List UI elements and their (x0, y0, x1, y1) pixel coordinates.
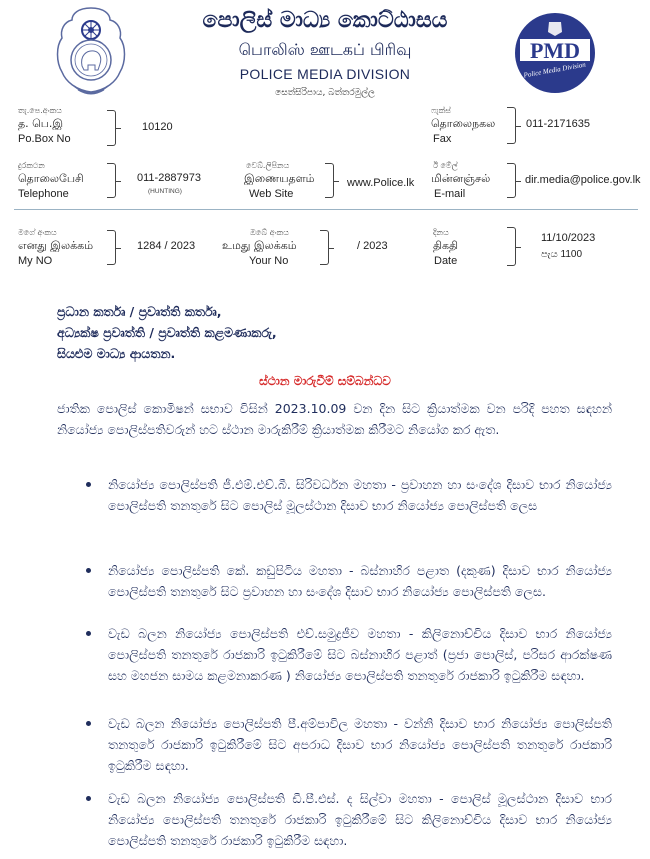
bullet-icon (86, 796, 91, 801)
list-item-text: නියෝජ්‍ය පොලිස්පති කේ. කඩුපිටිය මහතා - බස්නාහිර පළාත (දකුණ) දිසාව භාර නියෝජ්‍ය පොලිස්පති තනතුරේ සිට ප්‍රවාහන හා සංදේශ දිසාව භාර නියෝජ්‍ය පොලිස්පති ලෙස. (108, 563, 612, 599)
list-item-text: වැඩ බලන නියෝජ්‍ය පොලිස්පති පී.අම්පාවිල මහතා - වන්නි දිසාව භාර නියෝජ්‍ය පොලිස්පති තනතුරේ රාජකාරි ඉටුකිරීමේ සිට අපරාධ දිසාව භාර නියෝජ්‍ය පොලිස්පති තනතුරේ රාජකාරි ඉටුකිරීම සඳහා. (108, 716, 612, 773)
pobox-value: 10120 (142, 121, 173, 133)
intro-paragraph: ජාතික පොලිස් කොමිෂන් සභාව විසින් 2023.10.09 වන දින සිට ක්‍රියාත්මක වන පරිදි පහත සඳහන් නියෝජ්‍ය පොලිස්පතිවරුන් හට ස්ථාන මාරුකිරීම් ක්‍රියාත්මක කිරීමට නියෝග කර ඇත. (57, 401, 612, 437)
date-label-si: දිනය (433, 228, 449, 237)
pmd-logo-subtext: Police Media Division (522, 60, 587, 80)
title-tamil: பொலிஸ் ஊடகப் பிரிவு (238, 40, 412, 59)
telephone-label-si: දුරකථන (18, 161, 45, 170)
fax-label-en: Fax (433, 133, 452, 145)
my-no-value: 1284 / 2023 (137, 240, 196, 252)
telephone-label-en: Telephone (18, 188, 69, 200)
bullet-icon (86, 721, 91, 726)
my-no-label-ta: எனது இலக்கம் (18, 239, 94, 252)
your-no-value: / 2023 (357, 240, 388, 252)
website-label-si: වෙබ්.ලිපිනය (246, 161, 290, 170)
pobox-label-ta: த. பெ.இ (18, 117, 64, 130)
list-item (84, 474, 612, 516)
email-label-si: ඊ මේල් (433, 161, 458, 170)
website-value[interactable]: www.Police.lk (347, 177, 415, 189)
my-no-label-si: මගේ අංකය (18, 228, 57, 237)
telephone-hunting-note: (HUNTING) (148, 188, 182, 195)
your-no-label-si: ඔබේ අංකය (250, 228, 289, 237)
telephone-value: 011-2887973 (137, 172, 202, 184)
pobox-label-si: තැ.පෙ.අංකය (18, 106, 62, 115)
website-label-ta: இணையதளம் (244, 172, 315, 185)
addressee-line-2: අධ්‍යක්ෂ ප්‍රවෘත්ති / ප්‍රවෘත්ති කළමණාකරු, (57, 325, 277, 340)
list-item-text: නියෝජ්‍ය පොලිස්පති ජී.එම්.එච්.බී. සිරිවර්ධන මහතා - ප්‍රවාහන හා සංදේශ දිසාව භාර නියෝජ්‍ය පොලිස්පති තනතුරේ සිට පොලිස් මූලස්ථාන දිසාව භාර නියෝජ්‍ය පොලිස්පති ලෙස (108, 477, 612, 513)
title-sinhala: පොලිස් මාධ්‍ය කොට්ඨාසය (202, 8, 448, 33)
list-item (84, 788, 612, 851)
date-label-ta: திகதி (433, 239, 459, 252)
office-address: සෙත්සිරිපාය, බත්තරමුල්ල (275, 88, 375, 98)
fax-label-si: ෆැක්ස් (431, 106, 451, 115)
my-no-label-en: My NO (18, 255, 53, 267)
list-item-text: වැඩ බලන නියෝජ්‍ය පොලිස්පති එච්.සමුද්‍රජීව මහතා - කිලිනොච්චිය දිසාව භාර නියෝජ්‍ය පොලිස්පති තනතුරේ රාජකාරි ඉටුකිරීමේ සිට බස්නාහිර පළාත් (ප්‍රජා පොලිස්, පරිසර ආරක්ෂණ සහ මහජන සාමය කළමනාකරණ ) නියෝජ්‍ය පොලිස්පති තනතුරේ රාජකාරි ඉටුකිරීම සඳහා. (108, 626, 612, 683)
your-no-label-en: Your No (249, 255, 289, 267)
title-english: POLICE MEDIA DIVISION (239, 66, 411, 82)
website-label-en: Web Site (249, 188, 294, 200)
email-label-en: E-mail (434, 188, 466, 200)
bullet-icon (86, 631, 91, 636)
list-item-text: වැඩ බලන නියෝජ්‍ය පොලිස්පති ඩී.පී.එස්. ද සිල්වා මහතා - පොලිස් මූලස්ථාන දිසාව භාර නියෝජ්‍ය පොලිස්පති තනතුරේ රාජකාරි ඉටුකිරීමේ සිට කිලිනොච්චිය දිසාව භාර නියෝජ්‍ය පොලිස්පති තනතුරේ රාජකාරි ඉටුකිරීම සඳහා. (108, 791, 612, 848)
time-value: පැය 1100 (541, 249, 583, 260)
subject-heading: ස්ථාන මාරුවීම් සම්බන්ධව (259, 374, 391, 388)
bullet-icon (86, 568, 91, 573)
pmd-logo-text: PMD (529, 38, 581, 63)
telephone-label-ta: தொலைபேசி (18, 172, 84, 185)
bullet-icon (86, 482, 91, 487)
pobox-label-en: Po.Box No (18, 133, 71, 145)
email-label-ta: மின்னஞ்சல் (431, 172, 491, 185)
transfer-list (84, 0, 614, 859)
your-no-label-ta: உமது இலக்கம் (222, 239, 297, 252)
list-item (84, 560, 612, 602)
fax-value: 011-2171635 (526, 118, 591, 130)
date-value: 11/10/2023 (541, 232, 596, 244)
addressee-line-3: සියළුම මාධ්‍ය ආයතන. (57, 346, 176, 361)
addressee-line-1: ප්‍රධාන කර්තෘ / ප්‍රවෘත්ති කර්තෘ, (57, 304, 222, 319)
date-label-en: Date (434, 255, 458, 267)
fax-label-ta: தொலைநகல (431, 117, 496, 130)
list-item (84, 623, 612, 686)
email-value[interactable]: dir.media@police.gov.lk (525, 174, 641, 186)
list-item (84, 713, 612, 776)
